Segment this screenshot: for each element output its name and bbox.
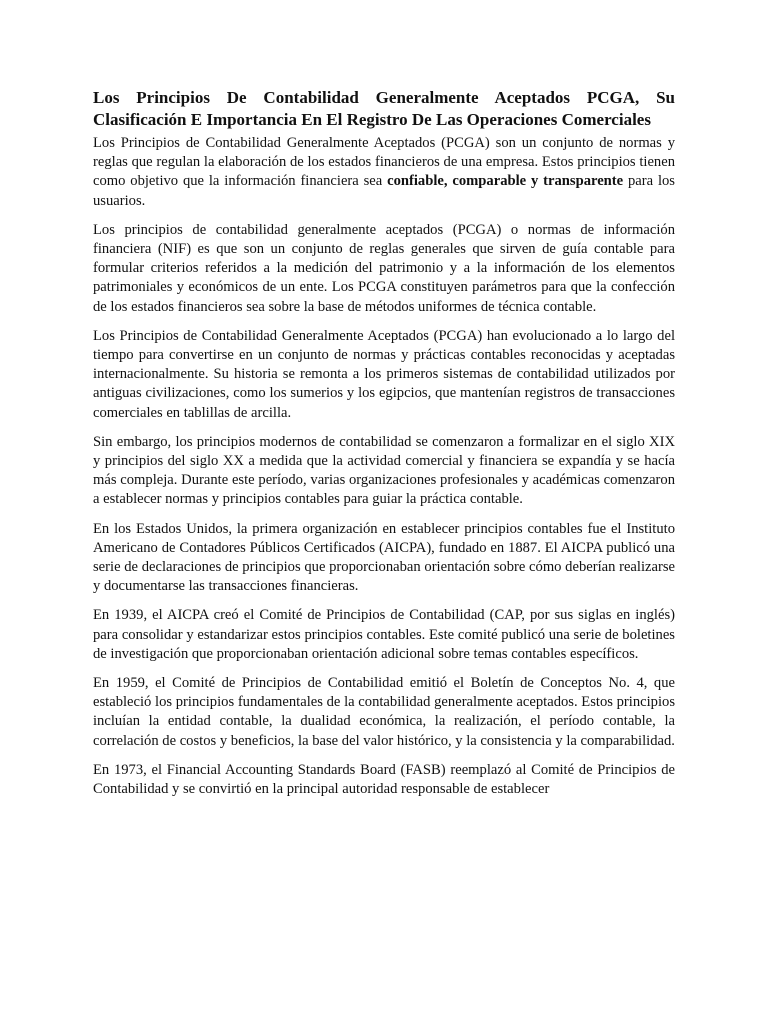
paragraph-pcga-definition: Los principios de contabilidad generalmente aceptados (PCGA) o normas de información financiera (NIF) es que son un conjunto de reglas generales que sirven de guía contable para formular criterios referidos a la medición del patrimonio y a la información de los elementos patrimoniales y económicos de un ente. Los PCGA constituyen parámetros para que la confección de los estados financieros sea sobre la base de métodos uniformes de técnica contable. <box>93 221 675 315</box>
document-page <box>93 87 675 809</box>
paragraph-bulletin-1959: En 1959, el Comité de Principios de Contabilidad emitió el Boletín de Conceptos No. 4, que estableció los principios fundamentales de la contabilidad generalmente aceptados. Estos principios incluían la entidad contable, la dualidad económica, la realización, el período contable, la correlación de costos y beneficios, la base del valor histórico, y la consistencia y la comparabilidad. <box>93 675 675 749</box>
intro-text-before: Los Principios de Contabilidad Generalmente Aceptados (PCGA) son un conjunto de normas y reglas que regulan la elaboración de los estados financieros de una empresa. Estos principios tienen como objetivo que la información financiera sea <box>93 135 675 190</box>
intro-bold-text: confiable, comparable y transparente <box>387 173 624 190</box>
paragraph-aicpa: En los Estados Unidos, la primera organización en establecer principios contables fue el Instituto Americano de Contadores Públicos Certificados (AICPA), fundado en 1887. El AICPA publicó una serie de declaraciones de principios que proporcionaban orientación sobre cómo deberían realizarse y documentarse las transacciones financieras. <box>93 520 675 595</box>
intro-paragraph <box>93 134 675 211</box>
document-title: Los Principios De Contabilidad Generalmente Aceptados PCGA, Su Clasificación E Importancia En El Registro De Las Operaciones Comerciales <box>93 88 675 129</box>
paragraph-fasb-1973: En 1973, el Financial Accounting Standards Board (FASB) reemplazó al Comité de Principios de Contabilidad y se convirtió en la principal autoridad responsable de establecer <box>93 761 675 798</box>
paragraph-cap-1939: En 1939, el AICPA creó el Comité de Principios de Contabilidad (CAP, por sus siglas en inglés) para consolidar y estandarizar estos principios contables. Este comité publicó una serie de boletines de investigación que proporcionaban orientación adicional sobre temas contables específicos. <box>93 607 675 662</box>
paragraph-history-origins: Los Principios de Contabilidad Generalmente Aceptados (PCGA) han evolucionado a lo largo del tiempo para convertirse en un conjunto de normas y prácticas contables reconocidas y aceptadas internacionalmente. Su historia se remonta a los primeros sistemas de contabilidad utilizados por antiguas civilizaciones, como los sumerios y los egipcios, que mantenían registros de transacciones comerciales en tablillas de arcilla. <box>93 327 675 421</box>
intro-text-after: para los usuarios. <box>93 173 675 209</box>
paragraph-modern-principles: Sin embargo, los principios modernos de contabilidad se comenzaron a formalizar en el siglo XIX y principios del siglo XX a medida que la actividad comercial y financiera se expandía y se hacía más compleja. Durante este período, varias organizaciones profesionales y académicas comenzaron a establecer normas y principios contables para guiar la práctica contable. <box>93 433 675 508</box>
